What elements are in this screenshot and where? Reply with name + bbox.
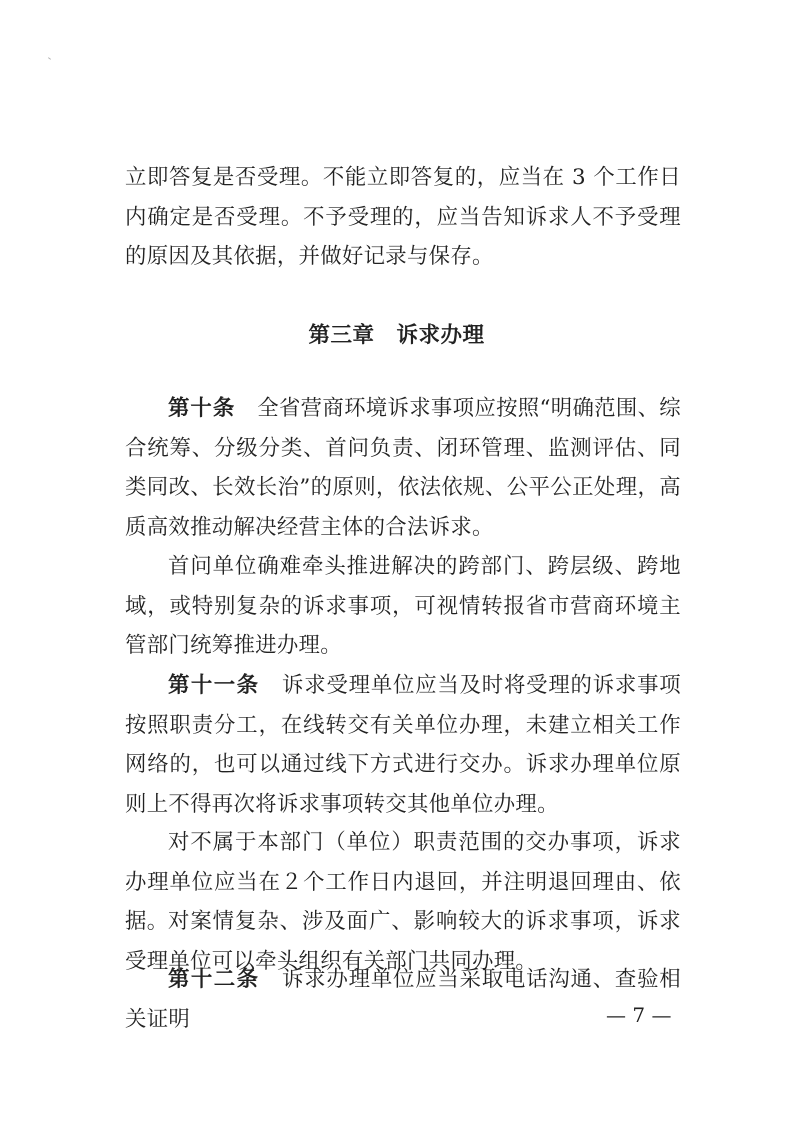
article-12-label: 第十二条 bbox=[168, 967, 260, 992]
article-10-text: 全省营商环境诉求事项应按照“明确范围、综合统筹、分级分类、首问负责、闭环管理、监测评估、同类同改、长效长治”的原则，依法依规、公平公正处理，高质高效推动解决经营主体的合法诉求。 bbox=[125, 396, 681, 540]
article-11 bbox=[125, 666, 681, 824]
article-11-paragraph-3-text: 对案情复杂、涉及面广、影响较大的诉求事项，诉求受理单位可以牵头组织有关部门共同办理。 bbox=[125, 909, 681, 974]
article-12-text: 诉求办理单位应当采取电话沟通、查验相关证明 bbox=[125, 967, 681, 1032]
article-11-text: 诉求受理单位应当及时将受理的诉求事项按照职责分工，在线转交有关单位办理，未建立相关工作网络的，也可以通过线下方式进行交办。诉求办理单位原则上不得再次将诉求事项转交其他单位办理。 bbox=[125, 673, 681, 817]
scan-speck bbox=[48, 57, 51, 60]
chapter-title: 诉求办理 bbox=[396, 323, 485, 348]
chapter-number: 第三章 bbox=[308, 323, 375, 348]
page-number: — 7 — bbox=[606, 1003, 672, 1027]
paragraph-continuation bbox=[125, 158, 681, 277]
article-11-label: 第十一条 bbox=[168, 673, 260, 698]
article-11-paragraph-2-text: 对不属于本部门（单位）职责范围的交办事项，诉求办理单位应当在２个工作日内退回，并注明退回理由、依据。 bbox=[125, 830, 681, 935]
article-10-paragraph-2 bbox=[125, 547, 681, 666]
article-10 bbox=[125, 389, 681, 547]
article-10-label: 第十条 bbox=[168, 396, 236, 421]
article-12 bbox=[125, 960, 681, 1039]
article-10-paragraph-2-text: 首问单位确难牵头推进解决的跨部门、跨层级、跨地域，或特别复杂的诉求事项，可视情转报省市营商环境主管部门统筹推进办理。 bbox=[125, 554, 681, 659]
chapter-heading bbox=[0, 318, 793, 349]
paragraph-continuation-text: 立即答复是否受理。不能立即答复的，应当在 3 个工作日内确定是否受理。不予受理的，应当告知诉求人不予受理的原因及其依据，并做好记录与保存。 bbox=[125, 165, 681, 270]
